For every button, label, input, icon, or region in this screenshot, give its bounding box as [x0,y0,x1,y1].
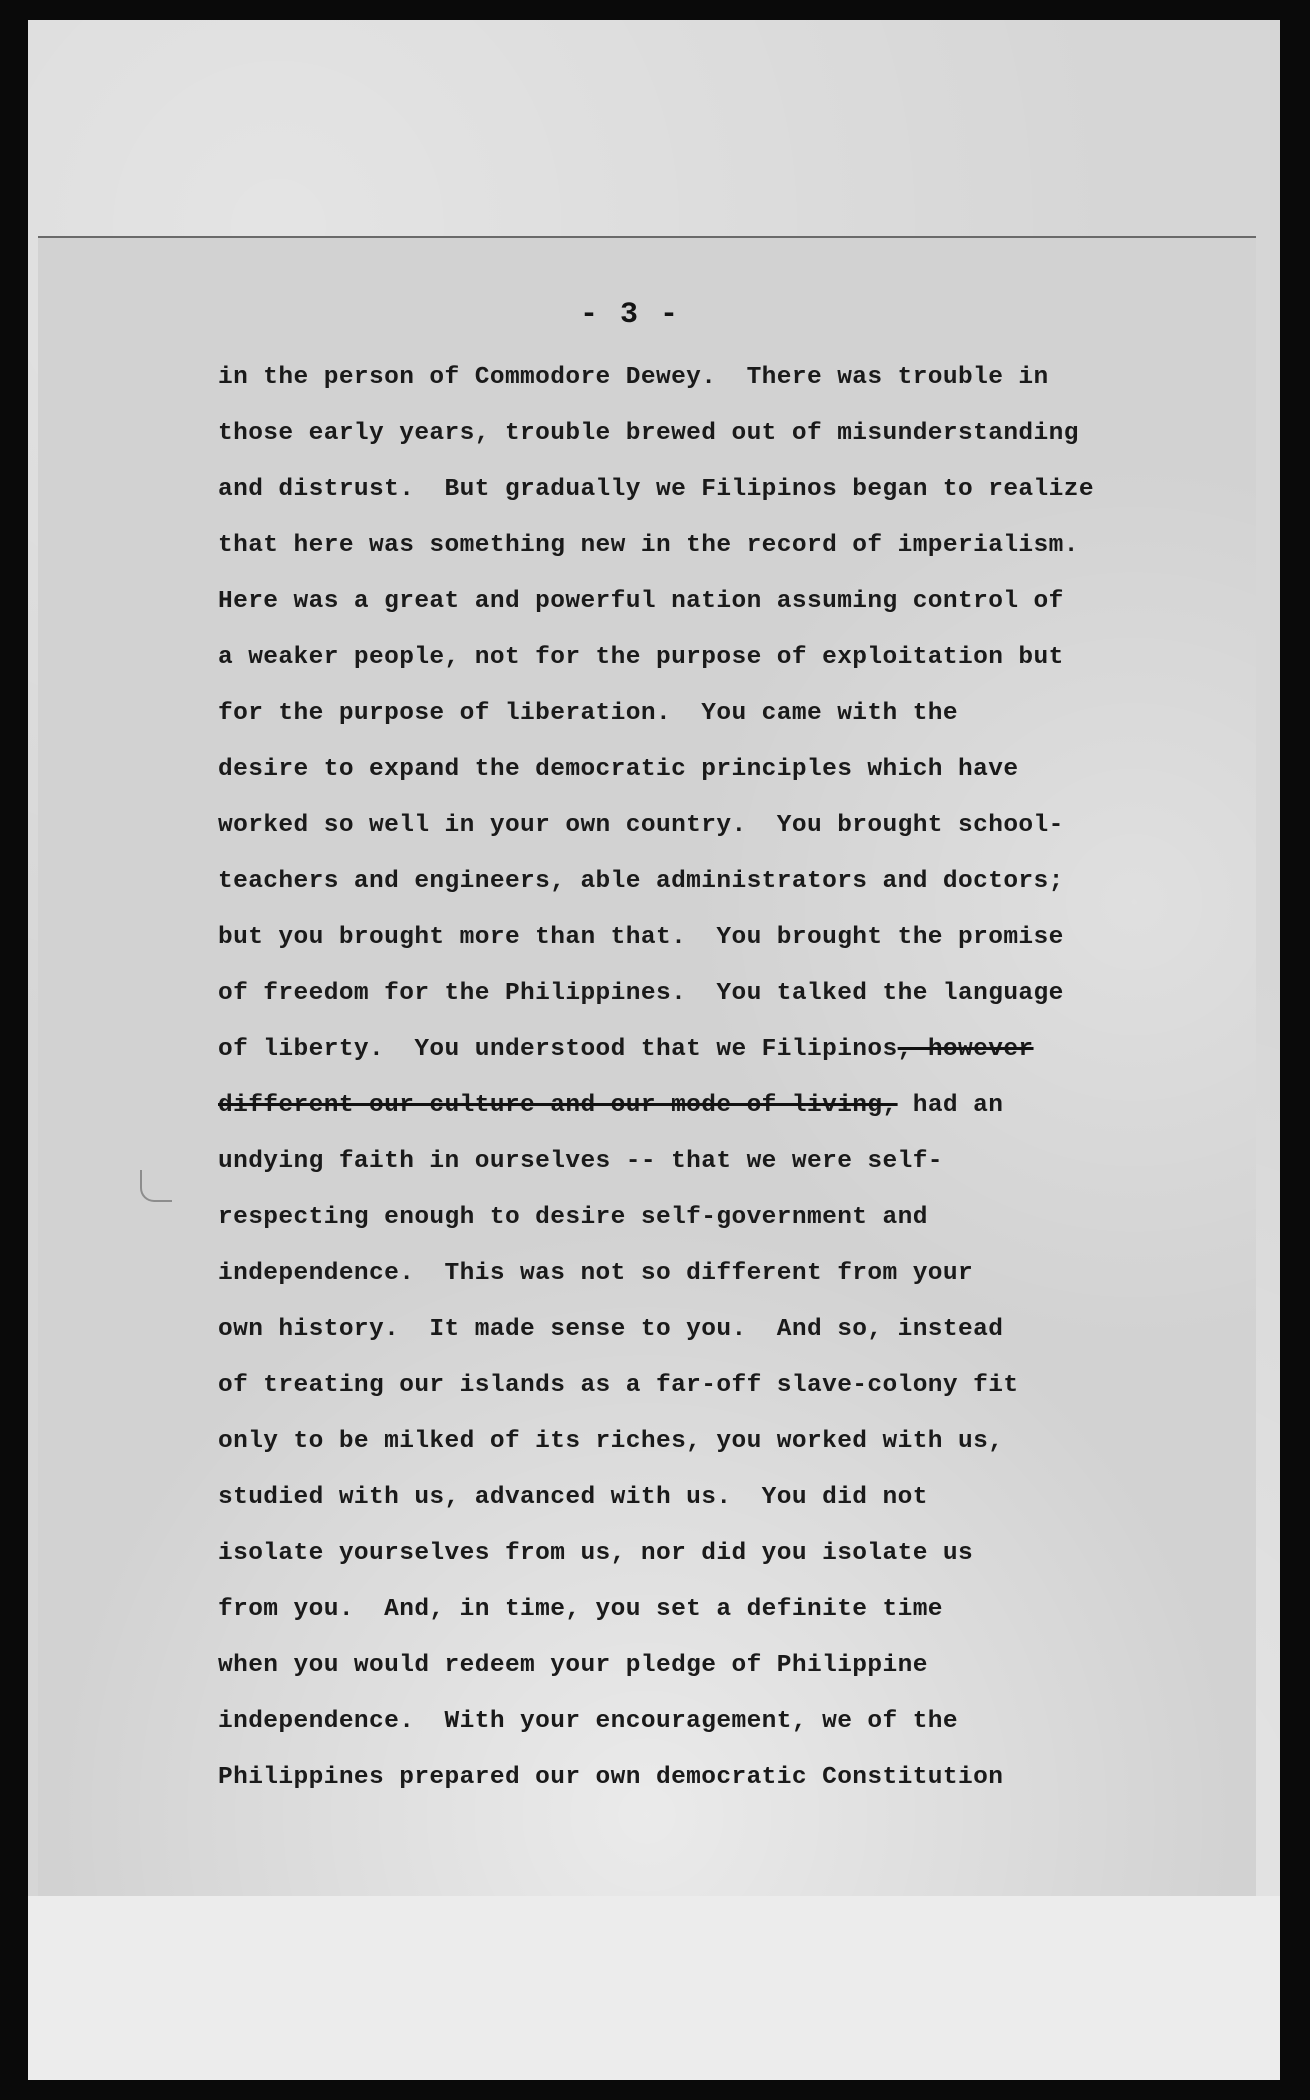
text-line: studied with us, advanced with us. You did not [218,1484,928,1511]
text-line: in the person of Commodore Dewey. There was trouble in [218,364,1049,391]
text-line: independence. This was not so different from your [218,1260,974,1287]
paper-bottom-edge [28,1896,1280,2080]
text-line: independence. With your encouragement, we of the [218,1708,959,1735]
text-line: own history. It made sense to you. And so, instead [218,1316,1004,1343]
page-number: - 3 - [580,298,681,332]
text-line: of freedom for the Philippines. You talked the language [218,980,1064,1007]
text-line: Philippines prepared our own democratic Constitution [218,1764,1004,1791]
text-line: isolate yourselves from us, nor did you isolate us [218,1540,974,1567]
text-line: those early years, trouble brewed out of misunderstanding [218,420,1079,447]
text-line: of treating our islands as a far-off slave-colony fit [218,1372,1019,1399]
struck-through-text: different our culture and our mode of living, [218,1092,898,1119]
typed-body-text [218,350,1198,1806]
text-fragment: had an [897,1092,1004,1119]
text-line: for the purpose of liberation. You came with the [218,700,959,727]
text-line: respecting enough to desire self-government and [218,1204,928,1231]
text-line: desire to expand the democratic principles which have [218,756,1019,783]
text-line: only to be milked of its riches, you worked with us, [218,1428,1004,1455]
text-line: and distrust. But gradually we Filipinos began to realize [218,476,1094,503]
text-line: a weaker people, not for the purpose of exploitation but [218,644,1064,671]
text-fragment: of liberty. You understood that we Filipinos [218,1036,898,1063]
text-line: teachers and engineers, able administrators and doctors; [218,868,1064,895]
text-line: when you would redeem your pledge of Philippine [218,1652,928,1679]
text-line: Here was a great and powerful nation assuming control of [218,588,1064,615]
handwritten-mark [140,1170,172,1202]
text-line: that here was something new in the record of imperialism. [218,532,1079,559]
struck-through-text: , however [897,1036,1034,1063]
text-line: but you brought more than that. You brought the promise [218,924,1064,951]
text-line: from you. And, in time, you set a definite time [218,1596,943,1623]
text-line [218,1022,1198,1078]
text-line [218,1078,1198,1134]
text-line: worked so well in your own country. You brought school- [218,812,1064,839]
text-line: undying faith in ourselves -- that we were self- [218,1148,943,1175]
